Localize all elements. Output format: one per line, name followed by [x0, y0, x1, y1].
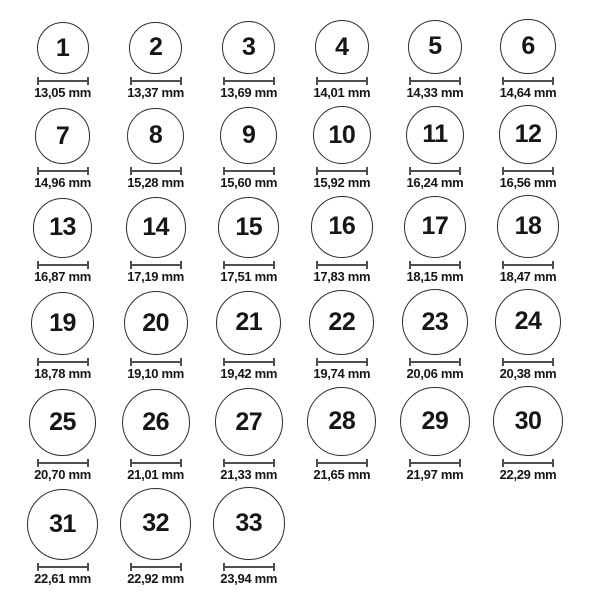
ring-circle [313, 106, 371, 164]
ring-size-cell [16, 292, 109, 381]
ring-circle [497, 195, 560, 258]
size-row [16, 289, 600, 382]
diameter-label: 21,33 mm [220, 467, 278, 483]
diameter-bracket-icon [130, 77, 182, 85]
ring-circle [29, 389, 96, 456]
ring-circle [408, 20, 463, 75]
ring-size-cell [481, 195, 574, 284]
ring-size-cell [202, 21, 295, 100]
diameter-bracket-icon [409, 459, 461, 467]
diameter-bracket-icon [37, 459, 89, 467]
ring-size-number: 18 [514, 211, 542, 240]
size-row [16, 105, 600, 190]
diameter-label: 21,65 mm [313, 467, 371, 483]
ring-size-number: 27 [235, 407, 263, 436]
ring-size-number: 1 [55, 33, 70, 62]
diameter-label: 15,60 mm [220, 174, 278, 190]
ring-circle [307, 387, 376, 456]
ring-size-number: 19 [49, 309, 76, 338]
diameter-bracket-icon [37, 358, 89, 366]
size-row [16, 19, 600, 100]
ring-size-number: 2 [148, 33, 163, 62]
ring-size-number: 8 [148, 121, 163, 150]
diameter-bracket-icon [223, 358, 275, 366]
ring-size-cell [202, 197, 295, 284]
diameter-label: 20,06 mm [406, 366, 464, 382]
ring-size-cell [202, 388, 295, 482]
ring-circle [315, 20, 369, 74]
ring-size-cell [16, 108, 109, 190]
ring-size-cell [295, 20, 388, 100]
ring-circle [124, 291, 188, 355]
diameter-label: 19,74 mm [313, 366, 371, 382]
diameter-bracket-icon [409, 358, 461, 366]
ring-size-cell [295, 387, 388, 482]
diameter-bracket-icon [130, 358, 182, 366]
diameter-label: 22,29 mm [499, 467, 557, 483]
ring-size-number: 13 [49, 213, 76, 242]
ring-circle [495, 289, 562, 356]
diameter-label: 19,10 mm [127, 366, 185, 382]
diameter-bracket-icon [502, 77, 554, 85]
diameter-label: 14,64 mm [499, 85, 557, 101]
ring-size-number: 5 [428, 32, 442, 61]
ring-size-number: 24 [514, 307, 542, 336]
ring-circle [31, 292, 94, 355]
diameter-label: 17,83 mm [313, 268, 371, 284]
size-row [16, 386, 600, 482]
diameter-bracket-icon [37, 563, 89, 571]
ring-size-number: 26 [142, 408, 170, 437]
ring-size-cell [481, 105, 574, 190]
diameter-label: 23,94 mm [220, 570, 278, 586]
diameter-label: 14,01 mm [313, 85, 371, 101]
ring-size-cell [481, 386, 574, 482]
ring-size-number: 30 [514, 406, 542, 435]
diameter-bracket-icon [502, 459, 554, 467]
diameter-label: 18,78 mm [34, 366, 91, 382]
ring-circle [37, 22, 89, 74]
ring-size-cell [109, 22, 202, 101]
ring-size-number: 22 [328, 308, 356, 337]
diameter-label: 22,92 mm [127, 570, 185, 586]
ring-size-number: 15 [235, 212, 263, 241]
ring-circle [220, 107, 277, 164]
diameter-label: 17,19 mm [127, 268, 185, 284]
ring-circle [400, 387, 470, 457]
ring-size-number: 10 [328, 120, 356, 149]
diameter-label: 21,97 mm [406, 467, 464, 483]
ring-size-cell [109, 108, 202, 190]
ring-circle [129, 22, 182, 75]
ring-size-cell [202, 291, 295, 382]
ring-size-cell [295, 106, 388, 190]
diameter-bracket-icon [316, 358, 368, 366]
ring-size-number: 29 [421, 407, 449, 436]
ring-circle [500, 19, 555, 74]
diameter-bracket-icon [316, 77, 368, 85]
ring-size-cell [109, 389, 202, 483]
diameter-label: 20,70 mm [34, 467, 91, 483]
ring-size-number: 28 [328, 407, 356, 436]
ring-size-cell [16, 22, 109, 100]
diameter-label: 13,69 mm [220, 85, 278, 101]
ring-circle [213, 487, 285, 559]
ring-size-number: 33 [235, 509, 263, 538]
ring-size-number: 6 [521, 32, 535, 61]
diameter-label: 17,51 mm [220, 268, 278, 284]
diameter-bracket-icon [223, 563, 275, 571]
ring-size-cell [295, 290, 388, 381]
ring-size-cell [388, 106, 481, 190]
diameter-label: 19,42 mm [220, 366, 278, 382]
ring-circle [404, 196, 466, 258]
ring-size-number: 3 [242, 32, 256, 61]
diameter-bracket-icon [502, 167, 554, 175]
diameter-bracket-icon [37, 77, 89, 85]
ring-size-number: 21 [235, 308, 263, 337]
ring-size-number: 31 [49, 509, 76, 538]
diameter-label: 14,33 mm [406, 85, 464, 101]
ring-size-cell [388, 387, 481, 483]
ring-size-cell [109, 291, 202, 381]
ring-circle [218, 197, 279, 258]
ring-size-cell [202, 107, 295, 190]
ring-size-number: 14 [142, 213, 170, 242]
ring-circle [33, 198, 93, 258]
diameter-bracket-icon [37, 261, 89, 269]
diameter-label: 14,96 mm [34, 174, 91, 190]
ring-circle [311, 196, 373, 258]
ring-size-number: 4 [335, 32, 349, 61]
diameter-label: 13,37 mm [127, 85, 185, 101]
diameter-bracket-icon [502, 358, 554, 366]
ring-size-number: 11 [422, 120, 448, 149]
ring-size-cell [388, 196, 481, 284]
ring-size-cell [388, 20, 481, 101]
diameter-label: 16,87 mm [34, 268, 91, 284]
ring-size-cell [481, 289, 574, 382]
diameter-bracket-icon [223, 167, 275, 175]
ring-size-number: 9 [242, 120, 256, 149]
ring-size-cell [295, 196, 388, 284]
diameter-bracket-icon [409, 77, 461, 85]
ring-size-cell [109, 197, 202, 283]
diameter-label: 16,24 mm [406, 174, 464, 190]
diameter-label: 18,47 mm [499, 268, 557, 284]
diameter-bracket-icon [502, 261, 554, 269]
ring-size-cell [16, 489, 109, 586]
ring-size-number: 23 [421, 307, 449, 336]
ring-size-number: 7 [55, 121, 70, 150]
ring-size-cell [109, 488, 202, 586]
ring-size-cell [202, 487, 295, 585]
diameter-bracket-icon [130, 563, 182, 571]
ring-size-cell [481, 19, 574, 100]
diameter-bracket-icon [37, 167, 89, 175]
ring-size-cell [16, 198, 109, 284]
ring-circle [120, 488, 192, 560]
diameter-label: 21,01 mm [127, 467, 185, 483]
diameter-bracket-icon [223, 459, 275, 467]
diameter-bracket-icon [409, 167, 461, 175]
diameter-bracket-icon [316, 167, 368, 175]
diameter-bracket-icon [223, 77, 275, 85]
ring-circle [35, 108, 91, 164]
diameter-bracket-icon [409, 261, 461, 269]
ring-circle [127, 108, 183, 164]
diameter-bracket-icon [223, 261, 275, 269]
ring-circle [126, 197, 186, 257]
ring-size-cell [16, 389, 109, 482]
ring-circle [27, 489, 98, 560]
ring-circle [216, 291, 281, 356]
ring-circle [402, 289, 468, 355]
ring-circle [222, 21, 275, 74]
diameter-bracket-icon [316, 459, 368, 467]
diameter-label: 13,05 mm [34, 85, 91, 101]
ring-size-number: 20 [142, 308, 170, 337]
ring-circle [215, 388, 283, 456]
ring-size-number: 17 [421, 212, 449, 241]
diameter-bracket-icon [130, 167, 182, 175]
diameter-bracket-icon [130, 459, 182, 467]
ring-circle [493, 386, 563, 456]
ring-size-number: 32 [142, 509, 170, 538]
diameter-bracket-icon [130, 261, 182, 269]
size-row [16, 195, 600, 284]
ring-circle [309, 290, 374, 355]
ring-size-number: 25 [49, 408, 76, 437]
diameter-label: 20,38 mm [499, 366, 557, 382]
ring-size-number: 16 [328, 212, 356, 241]
diameter-label: 18,15 mm [406, 268, 464, 284]
diameter-label: 15,28 mm [127, 174, 185, 190]
diameter-label: 22,61 mm [34, 570, 91, 586]
ring-circle [406, 106, 464, 164]
ring-size-number: 12 [514, 120, 542, 149]
size-row [16, 487, 600, 585]
diameter-bracket-icon [316, 261, 368, 269]
diameter-label: 15,92 mm [313, 174, 371, 190]
ring-circle [122, 389, 190, 457]
ring-circle [499, 105, 558, 164]
diameter-label: 16,56 mm [499, 174, 557, 190]
ring-size-cell [388, 289, 481, 381]
